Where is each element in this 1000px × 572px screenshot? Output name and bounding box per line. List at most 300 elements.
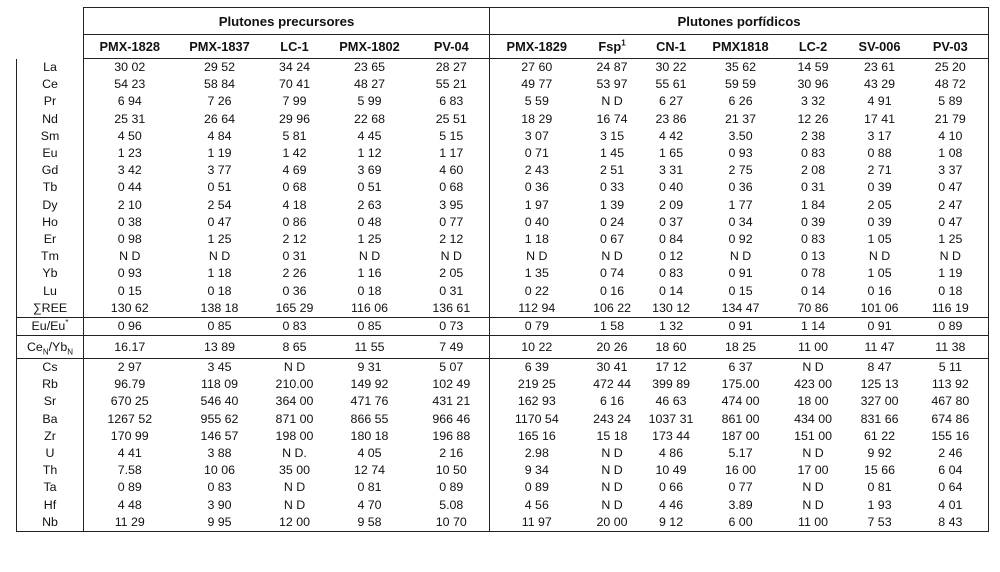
table-cell: 14 59 <box>797 60 829 75</box>
table-cell: 0 93 <box>117 266 142 281</box>
table-cell: 165 29 <box>275 300 314 315</box>
table-cell: 0 85 <box>176 317 264 335</box>
table-cell: 22 68 <box>353 111 385 126</box>
table-cell: 0 91 <box>847 317 913 335</box>
table-cell: 3 69 <box>357 163 382 178</box>
row-label-sup: * <box>65 317 69 327</box>
table-cell: 3 95 <box>414 197 490 214</box>
table-cell: 4 01 <box>913 497 989 514</box>
sample-header-3 <box>264 35 326 59</box>
table-cell: 472 44 <box>593 377 631 392</box>
table-cell: 0 18 <box>357 283 382 298</box>
table-cell: 3.50 <box>728 128 753 143</box>
table-cell: 0 39 <box>800 214 826 229</box>
table-cell: N D. <box>282 446 307 461</box>
table-cell: 3 31 <box>658 163 684 178</box>
table-cell: 18 25 <box>702 336 780 359</box>
table-cell: 18 60 <box>641 336 702 359</box>
row-label-text: Tm <box>41 249 59 264</box>
table-cell: 23 86 <box>655 111 687 126</box>
row-label <box>17 428 84 445</box>
table-cell: 0 81 <box>357 480 382 495</box>
table-row <box>17 59 989 77</box>
row-label-text: Eu/Eu <box>31 318 66 333</box>
table-cell: 5 11 <box>913 359 989 377</box>
table-cell: 21 79 <box>913 111 989 128</box>
table-cell: 61 22 <box>864 428 896 443</box>
row-label-sub: N <box>42 346 49 356</box>
table-row <box>17 179 989 196</box>
table-cell: 0 96 <box>84 317 176 335</box>
sample-name: PV-04 <box>433 39 469 54</box>
table-cell: 831 66 <box>860 411 899 426</box>
table-cell: 30 22 <box>655 60 687 75</box>
table-row <box>17 479 989 496</box>
table-cell: 15 66 <box>864 463 896 478</box>
table-cell: 58 84 <box>203 77 235 92</box>
table-cell: 0 89 <box>414 479 490 496</box>
table-cell: 6 37 <box>702 359 780 377</box>
row-label <box>17 145 84 162</box>
table-cell: 11 47 <box>847 336 913 359</box>
table-cell: 162 93 <box>517 394 556 409</box>
table-cell: 20 00 <box>584 514 641 532</box>
table-cell: N D <box>802 497 824 512</box>
row-label-text: Ta <box>43 480 57 495</box>
table-cell: 6 04 <box>913 462 989 479</box>
table-cell: 1 93 <box>867 497 892 512</box>
table-cell: N D <box>526 249 548 264</box>
table-cell: 0 15 <box>117 283 142 298</box>
table-cell: 11 00 <box>780 514 847 532</box>
table-cell: 3 17 <box>867 128 892 143</box>
row-label <box>17 265 84 282</box>
table-cell: N D <box>601 463 623 478</box>
row-label-text: Ba <box>42 411 58 426</box>
table-cell: 9 58 <box>326 514 414 532</box>
row-label <box>17 497 84 514</box>
table-cell: 431 21 <box>414 393 490 410</box>
table-cell: 6 94 <box>117 94 142 109</box>
table-cell: N D <box>119 249 141 264</box>
sample-header-5 <box>414 35 490 59</box>
table-cell: 0 24 <box>599 214 625 229</box>
table-cell: 6 27 <box>658 94 684 109</box>
table-cell: 125 13 <box>860 377 899 392</box>
table-cell: 1 35 <box>524 266 549 281</box>
table-cell: 17 41 <box>864 111 896 126</box>
table-row <box>17 445 989 462</box>
row-label-text: Gd <box>41 163 59 178</box>
row-label-text: ∑REE <box>32 300 68 315</box>
sample-header-2 <box>176 35 264 59</box>
table-cell: 2 16 <box>414 445 490 462</box>
table-cell: 0 16 <box>867 283 892 298</box>
row-label-text: Th <box>42 463 58 478</box>
sample-name: PV-03 <box>932 39 968 54</box>
table-cell: 3 07 <box>524 128 549 143</box>
table-cell: 5 89 <box>913 93 989 110</box>
table-cell: 48 27 <box>353 77 385 92</box>
table-cell: 0 84 <box>658 231 684 246</box>
table-cell: 0 39 <box>867 214 892 229</box>
row-label-sub: N <box>67 346 73 356</box>
table-cell: 0 47 <box>913 179 989 196</box>
table-cell: 2 47 <box>913 197 989 214</box>
row-label <box>17 59 84 77</box>
table-cell: 3 77 <box>207 163 232 178</box>
table-cell: 866 55 <box>350 411 389 426</box>
group-header-precursores: Plutones precursores <box>84 8 490 35</box>
table-row <box>17 111 989 128</box>
table-cell: 2 05 <box>867 197 892 212</box>
table-cell: 0 83 <box>800 146 826 161</box>
table-cell: 0 91 <box>702 317 780 335</box>
sample-header-6 <box>490 35 584 59</box>
table-cell: 0 51 <box>357 180 382 195</box>
table-cell: 5 81 <box>282 128 307 143</box>
row-label <box>17 462 84 479</box>
table-cell: 0 31 <box>414 282 490 299</box>
table-cell: 106 22 <box>593 300 631 315</box>
table-cell: 4 69 <box>282 163 307 178</box>
table-cell: 210.00 <box>275 377 314 392</box>
group-header-row <box>17 8 989 35</box>
table-cell: 11 38 <box>913 336 989 359</box>
table-cell: 0 67 <box>599 231 625 246</box>
table-cell: 0 83 <box>658 266 684 281</box>
table-cell: 9 12 <box>641 514 702 532</box>
table-cell: 138 18 <box>200 300 239 315</box>
table-cell: 1 16 <box>357 266 382 281</box>
table-cell: 4 18 <box>282 197 307 212</box>
table-row <box>17 359 989 377</box>
table-cell: 4 50 <box>117 128 142 143</box>
table-cell: 28 27 <box>414 59 490 77</box>
table-cell: 1 84 <box>800 197 826 212</box>
table-cell: 0 15 <box>728 283 753 298</box>
table-cell: 0 64 <box>913 479 989 496</box>
sample-name: PMX-1802 <box>339 39 400 54</box>
table-cell: 116 06 <box>351 300 388 315</box>
table-cell: N D <box>802 480 824 495</box>
table-cell: 17 00 <box>797 463 829 478</box>
table-cell: 23 65 <box>353 60 385 75</box>
table-cell: 8 65 <box>264 336 326 359</box>
table-cell: 1 25 <box>357 231 382 246</box>
table-row <box>17 514 989 532</box>
table-cell: 364 00 <box>275 394 314 409</box>
sample-name: LC-1 <box>280 39 309 54</box>
table-cell: 1 08 <box>913 145 989 162</box>
row-label <box>17 282 84 299</box>
row-label-text: Ho <box>42 214 58 229</box>
table-cell: 7 49 <box>414 336 490 359</box>
row-label-text: Dy <box>42 197 58 212</box>
table-cell: 10 50 <box>414 462 490 479</box>
table-cell: N D <box>601 446 623 461</box>
table-row <box>17 214 989 231</box>
table-cell: 149 92 <box>350 377 389 392</box>
row-label <box>17 111 84 128</box>
row-label-text: Yb <box>42 266 58 281</box>
table-cell: 9 92 <box>867 446 892 461</box>
table-cell: N D <box>358 249 381 264</box>
table-cell: 5 59 <box>524 94 549 109</box>
table-cell: 0 33 <box>599 180 625 195</box>
table-cell: 2.98 <box>524 446 549 461</box>
table-cell: 1 32 <box>641 317 702 335</box>
sample-name: SV-006 <box>858 39 901 54</box>
table-cell: 130 62 <box>110 300 149 315</box>
row-label-text: Pr <box>43 94 57 109</box>
table-cell: 10 49 <box>655 463 687 478</box>
table-cell: 0 12 <box>658 249 684 264</box>
table-cell: 196 88 <box>414 428 490 445</box>
table-cell: 474 00 <box>721 394 760 409</box>
table-cell: 10 22 <box>490 336 584 359</box>
table-cell: 0 89 <box>524 480 549 495</box>
table-cell: 4 48 <box>117 497 142 512</box>
table-cell: 0 93 <box>728 146 753 161</box>
table-cell: 2 10 <box>117 197 142 212</box>
table-cell: 955 62 <box>200 411 239 426</box>
table-cell: 8 43 <box>913 514 989 532</box>
table-cell: 16.17 <box>84 336 176 359</box>
table-cell: 30 96 <box>797 77 829 92</box>
sample-header-9 <box>702 35 780 59</box>
table-cell: 0 89 <box>913 317 989 335</box>
table-cell: 6 83 <box>414 93 490 110</box>
table-cell: 0 14 <box>800 283 826 298</box>
row-label-text: Sm <box>40 128 60 143</box>
geochemistry-table-container <box>16 7 988 532</box>
table-cell: 5.17 <box>728 446 753 461</box>
table-cell: 175.00 <box>721 377 760 392</box>
table-cell: 4 45 <box>357 128 382 143</box>
table-cell: 670 25 <box>110 394 149 409</box>
table-cell: 0 22 <box>524 283 549 298</box>
table-row <box>17 76 989 93</box>
row-label <box>17 393 84 410</box>
row-label-text: Ce <box>42 77 58 92</box>
table-cell: 112 94 <box>518 300 556 315</box>
table-cell: 18 00 <box>797 394 829 409</box>
row-label-text: Zr <box>44 428 56 443</box>
table-cell: 0 34 <box>728 214 753 229</box>
table-cell: 0 16 <box>599 283 625 298</box>
table-cell: 1170 54 <box>514 411 559 426</box>
table-cell: 467 80 <box>913 393 989 410</box>
table-cell: 49 77 <box>521 77 553 92</box>
table-cell: 2 51 <box>599 163 625 178</box>
table-row <box>17 393 989 410</box>
table-cell: 0 73 <box>414 317 490 335</box>
table-cell: 2 38 <box>800 128 826 143</box>
table-cell: 1 25 <box>207 231 232 246</box>
table-cell: 3 45 <box>176 359 264 377</box>
table-cell: 0 85 <box>326 317 414 335</box>
table-cell: 1 19 <box>207 146 232 161</box>
table-cell: 118 09 <box>201 377 238 392</box>
table-cell: 0 48 <box>357 214 382 229</box>
table-cell: 29 52 <box>203 60 235 75</box>
table-cell: 0 39 <box>867 180 892 195</box>
sample-header-11 <box>847 35 913 59</box>
table-row <box>17 248 989 265</box>
row-label <box>17 317 84 335</box>
table-cell: 4 41 <box>117 446 142 461</box>
table-body <box>17 59 989 532</box>
table-cell: 1 19 <box>913 265 989 282</box>
table-cell: 1 05 <box>867 231 892 246</box>
table-cell: 7 26 <box>207 94 232 109</box>
table-cell: 3 15 <box>599 128 625 143</box>
table-cell: 70 41 <box>278 77 310 92</box>
row-label <box>17 514 84 532</box>
row-label <box>17 479 84 496</box>
row-label-mid: /Yb <box>48 339 68 354</box>
row-label-text: Nd <box>42 111 58 126</box>
table-cell: 8 47 <box>847 359 913 377</box>
table-row <box>17 428 989 445</box>
table-row <box>17 282 989 299</box>
table-cell: 9 34 <box>524 463 549 478</box>
table-cell: 0 51 <box>207 180 232 195</box>
table-cell: 26 64 <box>203 111 235 126</box>
row-label-text: Ce <box>26 339 43 354</box>
table-cell: 2 12 <box>282 231 307 246</box>
table-cell: 1 14 <box>780 317 847 335</box>
row-label <box>17 376 84 393</box>
table-cell: 0 68 <box>282 180 307 195</box>
table-cell: 0 71 <box>524 146 549 161</box>
sample-name: CN-1 <box>656 39 686 54</box>
table-cell: N D <box>868 249 891 264</box>
table-cell: 1 45 <box>599 146 625 161</box>
table-cell: 29 96 <box>278 111 310 126</box>
sample-name: PMX-1829 <box>506 39 568 54</box>
sample-header-7 <box>584 35 641 59</box>
table-cell: 2 05 <box>414 265 490 282</box>
table-cell: 1267 52 <box>107 411 153 426</box>
table-cell: 15 18 <box>596 428 628 443</box>
table-cell: 0 92 <box>728 231 753 246</box>
row-label-text: Er <box>43 231 57 246</box>
table-cell: 0 47 <box>913 214 989 231</box>
table-cell: 25 31 <box>114 111 146 126</box>
row-label-text: La <box>43 59 57 74</box>
table-cell: 0 89 <box>117 480 142 495</box>
row-label-text: Lu <box>43 283 57 298</box>
table-cell: 170 99 <box>110 428 149 443</box>
table-row <box>17 197 989 214</box>
row-label <box>17 197 84 214</box>
table-cell: 5 15 <box>414 128 490 145</box>
table-row <box>17 231 989 248</box>
table-cell: N D <box>913 248 989 265</box>
table-cell: 3 42 <box>117 163 142 178</box>
row-label <box>17 359 84 377</box>
table-cell: 0 83 <box>207 480 232 495</box>
table-cell: 6 16 <box>599 394 625 409</box>
table-cell: 0 81 <box>867 480 892 495</box>
table-cell: 146 57 <box>200 428 239 443</box>
table-cell: 966 46 <box>414 411 490 428</box>
table-cell: 11 97 <box>490 514 584 532</box>
table-cell: 0 91 <box>728 266 753 281</box>
table-cell: N D <box>414 248 490 265</box>
table-cell: 2 43 <box>524 163 549 178</box>
table-cell: N D <box>283 497 306 512</box>
row-label <box>17 300 84 318</box>
sample-header-row <box>17 35 989 59</box>
row-label <box>17 411 84 428</box>
table-cell: 46 63 <box>655 394 687 409</box>
table-cell: 16 00 <box>725 463 757 478</box>
table-cell: 35 62 <box>725 60 757 75</box>
table-cell: 0 47 <box>207 214 232 229</box>
table-row <box>17 497 989 514</box>
row-label <box>17 162 84 179</box>
table-cell: 30 41 <box>584 359 641 377</box>
table-cell: 136 61 <box>414 300 490 318</box>
table-cell: 48 72 <box>913 76 989 93</box>
table-cell: 1 65 <box>658 146 684 161</box>
table-cell: 0 31 <box>800 180 826 195</box>
table-cell: 20 26 <box>584 336 641 359</box>
sample-header-10 <box>780 35 847 59</box>
table-cell: 55 61 <box>655 77 687 92</box>
table-cell: 187 00 <box>721 428 760 443</box>
table-cell: 0 36 <box>728 180 753 195</box>
sample-name: LC-2 <box>798 39 828 54</box>
table-cell: 6 00 <box>702 514 780 532</box>
table-cell: 12 00 <box>264 514 326 532</box>
table-cell: 2 71 <box>867 163 892 178</box>
sample-header-4 <box>326 35 414 59</box>
table-cell: 102 49 <box>414 376 490 393</box>
table-row <box>17 376 989 393</box>
row-label <box>17 76 84 93</box>
table-cell: 2 46 <box>913 445 989 462</box>
table-cell: 7.58 <box>117 463 142 478</box>
table-cell: 0 66 <box>658 480 684 495</box>
table-cell: 2 08 <box>800 163 826 178</box>
table-cell: 871 00 <box>275 411 314 426</box>
table-cell: 0 38 <box>117 214 142 229</box>
table-cell: 327 00 <box>860 394 899 409</box>
row-label <box>17 248 84 265</box>
table-cell: 1 77 <box>728 197 753 212</box>
table-cell: 0 18 <box>913 282 989 299</box>
row-label <box>17 231 84 248</box>
table-cell: 2 12 <box>414 231 490 248</box>
table-cell: 134 47 <box>721 300 760 315</box>
table-cell: 55 21 <box>414 76 490 93</box>
table-cell: 2 97 <box>84 359 176 377</box>
table-cell: 5 07 <box>414 359 490 377</box>
table-cell: 0 79 <box>490 317 584 335</box>
table-cell: 13 89 <box>176 336 264 359</box>
table-cell: 11 55 <box>326 336 414 359</box>
table-cell: 1 39 <box>599 197 625 212</box>
row-label-text: Eu <box>42 146 58 161</box>
table-cell: N D <box>283 480 306 495</box>
table-cell: 11 00 <box>780 336 847 359</box>
table-cell: 0 86 <box>282 214 307 229</box>
row-label-text: Cs <box>42 360 58 375</box>
